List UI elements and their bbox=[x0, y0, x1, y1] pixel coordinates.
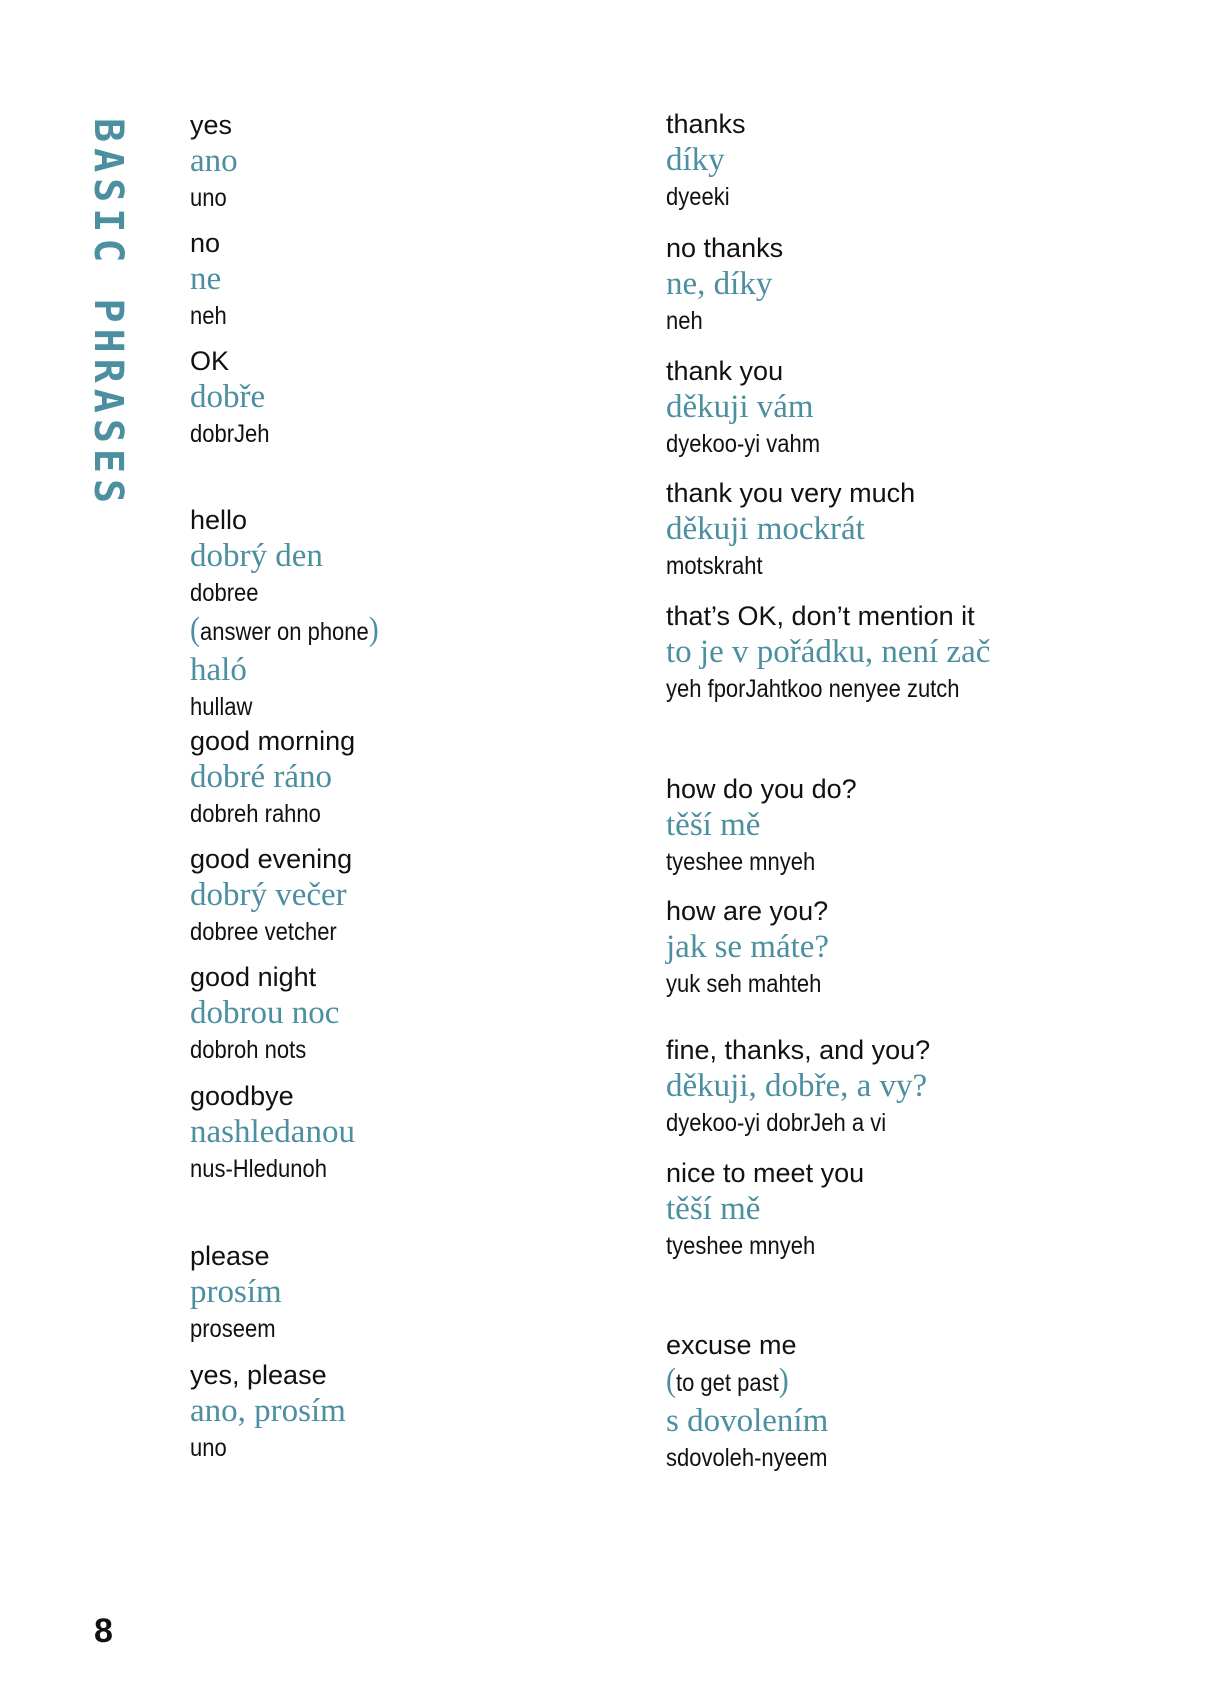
czech-phrase: díky bbox=[666, 142, 725, 178]
pronunciation: neh bbox=[190, 302, 227, 330]
phrase-goodbye bbox=[190, 1079, 650, 1187]
english-phrase: yes, please bbox=[190, 1360, 327, 1390]
phrase-no bbox=[190, 226, 650, 334]
phrase-thank-you bbox=[666, 354, 1126, 462]
phrase-ok bbox=[190, 344, 650, 452]
czech-phrase: nashledanou bbox=[190, 1114, 355, 1150]
english-phrase: nice to meet you bbox=[666, 1158, 865, 1188]
phrase-yes-please bbox=[190, 1358, 650, 1466]
czech-phrase: děkuji vám bbox=[666, 389, 814, 425]
english-phrase: thank you very much bbox=[666, 478, 916, 508]
pronunciation: dyekoo-yi dobrJeh a vi bbox=[666, 1109, 887, 1137]
pronunciation: yeh fporJahtkoo nenyee zutch bbox=[666, 675, 960, 703]
section-title: BASIC PHRASES bbox=[85, 118, 131, 510]
phrase-please bbox=[190, 1239, 650, 1347]
czech-phrase: děkuji, dobře, a vy? bbox=[666, 1068, 928, 1104]
pronunciation: dyekoo-yi vahm bbox=[666, 430, 821, 458]
pronunciation: uno bbox=[190, 1434, 227, 1462]
czech-phrase: dobré ráno bbox=[190, 759, 333, 795]
pronunciation: dobrJeh bbox=[190, 420, 270, 448]
english-phrase: thank you bbox=[666, 356, 784, 386]
pronunciation: dyeeki bbox=[666, 183, 730, 211]
english-phrase: how are you? bbox=[666, 896, 829, 926]
english-phrase: how do you do? bbox=[666, 774, 857, 804]
czech-phrase: s dovolením bbox=[666, 1403, 829, 1439]
english-phrase: that’s OK, don’t mention it bbox=[666, 601, 975, 631]
english-phrase: fine, thanks, and you? bbox=[666, 1035, 931, 1065]
english-phrase: no bbox=[190, 228, 221, 258]
czech-phrase: dobrý večer bbox=[190, 877, 347, 913]
english-phrase: yes bbox=[190, 110, 233, 140]
phrase-hello bbox=[190, 503, 650, 725]
phrase-fine-thanks bbox=[666, 1033, 1126, 1141]
pronunciation: proseem bbox=[190, 1315, 276, 1343]
czech-phrase: to je v pořádku, není zač bbox=[666, 634, 991, 670]
phrase-yes bbox=[190, 108, 650, 216]
usage-note: (to get past) bbox=[666, 1362, 789, 1399]
phrase-how-do-you-do bbox=[666, 772, 1126, 880]
pronunciation: nus-Hledunoh bbox=[190, 1155, 327, 1183]
phrase-good-night bbox=[190, 960, 650, 1068]
czech-phrase: ne, díky bbox=[666, 266, 773, 302]
phrase-good-evening bbox=[190, 842, 650, 950]
english-phrase: no thanks bbox=[666, 233, 784, 263]
czech-phrase: těší mě bbox=[666, 1191, 761, 1227]
czech-phrase: jak se máte? bbox=[666, 929, 830, 965]
phrase-excuse-me bbox=[666, 1328, 1126, 1476]
pronunciation: neh bbox=[666, 307, 703, 335]
czech-phrase: ano, prosím bbox=[190, 1393, 346, 1429]
phrase-how-are-you bbox=[666, 894, 1126, 1002]
czech-phrase: dobrou noc bbox=[190, 995, 340, 1031]
czech-phrase: dobrý den bbox=[190, 538, 323, 574]
pronunciation: yuk seh mahteh bbox=[666, 970, 822, 998]
phrase-thanks bbox=[666, 107, 1126, 215]
english-phrase: OK bbox=[190, 346, 230, 376]
pronunciation: tyeshee mnyeh bbox=[666, 1232, 816, 1260]
pronunciation: dobreh rahno bbox=[190, 800, 321, 828]
phrase-good-morning bbox=[190, 724, 650, 832]
pronunciation: dobree bbox=[190, 579, 259, 607]
pronunciation: motskraht bbox=[666, 552, 763, 580]
czech-phrase: ano bbox=[190, 143, 238, 179]
pronunciation: sdovoleh-nyeem bbox=[666, 1444, 828, 1472]
czech-phrase-alt: haló bbox=[190, 652, 247, 688]
pronunciation: dobree vetcher bbox=[190, 918, 337, 946]
czech-phrase: děkuji mockrát bbox=[666, 511, 865, 547]
czech-phrase: prosím bbox=[190, 1274, 282, 1310]
english-phrase: thanks bbox=[666, 109, 746, 139]
english-phrase: please bbox=[190, 1241, 270, 1271]
czech-phrase: těší mě bbox=[666, 807, 761, 843]
czech-phrase: dobře bbox=[190, 379, 266, 415]
english-phrase: good evening bbox=[190, 844, 353, 874]
pronunciation: uno bbox=[190, 184, 227, 212]
english-phrase: hello bbox=[190, 505, 248, 535]
english-phrase: good morning bbox=[190, 726, 356, 756]
english-phrase: excuse me bbox=[666, 1330, 797, 1360]
phrase-no-thanks bbox=[666, 231, 1126, 339]
page-number: 8 bbox=[94, 1612, 113, 1650]
pronunciation: tyeshee mnyeh bbox=[666, 848, 816, 876]
english-phrase: good night bbox=[190, 962, 317, 992]
phrase-thats-ok bbox=[666, 599, 1186, 707]
phrase-nice-to-meet-you bbox=[666, 1156, 1126, 1264]
english-phrase: goodbye bbox=[190, 1081, 294, 1111]
pronunciation: dobroh nots bbox=[190, 1036, 307, 1064]
phrase-thank-you-very-much bbox=[666, 476, 1126, 584]
pronunciation-alt: hullaw bbox=[190, 693, 253, 721]
czech-phrase: ne bbox=[190, 261, 222, 297]
usage-note: (answer on phone) bbox=[190, 611, 379, 648]
